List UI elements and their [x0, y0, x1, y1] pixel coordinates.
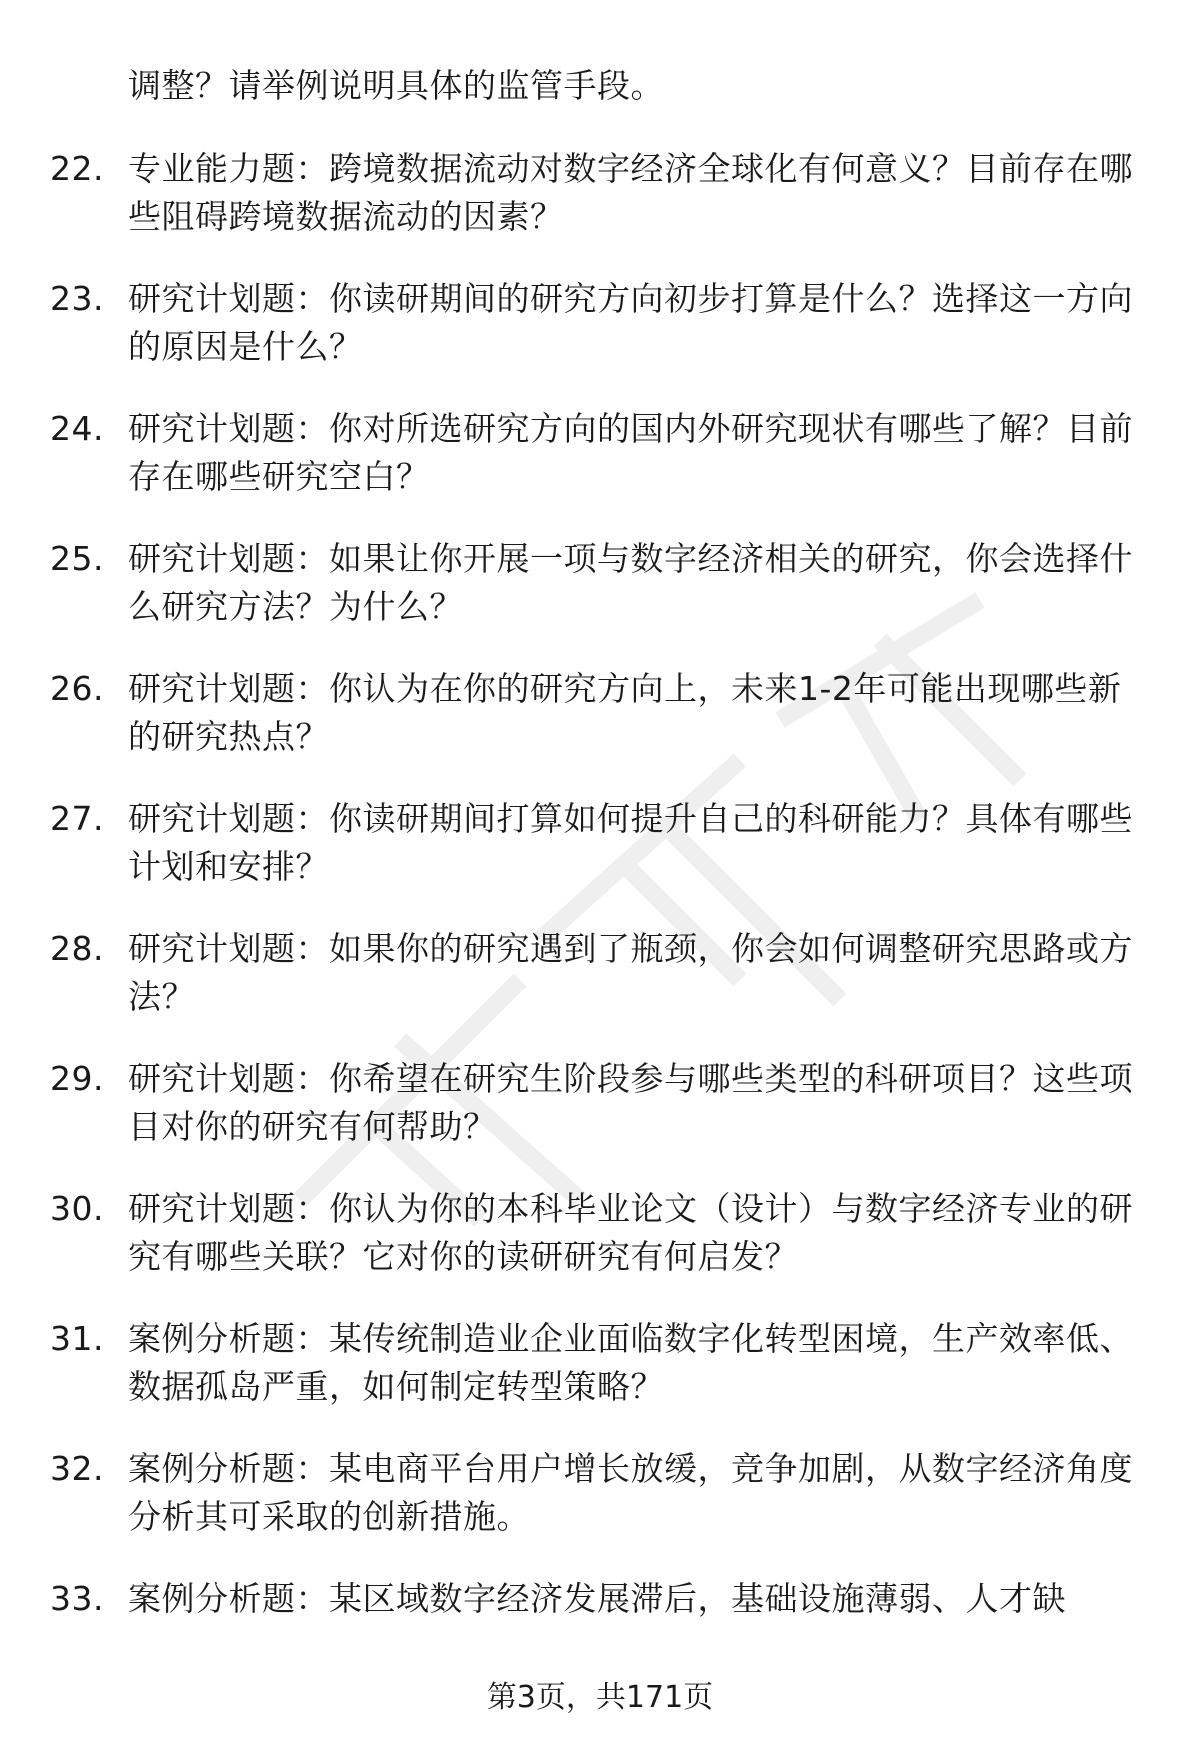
question-text: 研究计划题：你读研期间的研究方向初步打算是什么？选择这一方向的原因是什么？ [128, 279, 1133, 366]
question-list [50, 145, 1140, 1657]
question-number: 33. [50, 1579, 104, 1618]
question-number: 25. [50, 539, 104, 578]
question-number: 30. [50, 1189, 104, 1228]
question-number: 24. [50, 409, 104, 448]
question-number: 32. [50, 1449, 104, 1488]
question-number: 23. [50, 279, 104, 318]
list-item [50, 145, 1140, 241]
question-number: 31. [50, 1319, 104, 1358]
list-item [50, 1185, 1140, 1281]
page-footer: 第3页，共171页 [486, 1680, 714, 1715]
list-item [50, 1445, 1140, 1541]
question-number: 22. [50, 149, 104, 188]
question-text: 案例分析题：某区域数字经济发展滞后，基础设施薄弱、人才缺 [128, 1579, 1066, 1618]
list-item [50, 925, 1140, 1021]
question-text: 案例分析题：某电商平台用户增长放缓，竞争加剧，从数字经济角度分析其可采取的创新措施。 [128, 1449, 1133, 1536]
list-item [50, 1055, 1140, 1151]
question-number: 27. [50, 799, 104, 838]
list-item [50, 1315, 1140, 1411]
question-text: 研究计划题：你希望在研究生阶段参与哪些类型的科研项目？这些项目对你的研究有何帮助？ [128, 1059, 1133, 1146]
list-item [50, 795, 1140, 891]
continuation-text: 调整？请举例说明具体的监管手段。 [128, 66, 664, 105]
question-text: 研究计划题：如果让你开展一项与数字经济相关的研究，你会选择什么研究方法？为什么？ [128, 539, 1133, 626]
list-item [50, 405, 1140, 501]
question-text: 专业能力题：跨境数据流动对数字经济全球化有何意义？目前存在哪些阻碍跨境数据流动的因素？ [128, 149, 1133, 236]
list-item [50, 535, 1140, 631]
question-number: 29. [50, 1059, 104, 1098]
question-text: 研究计划题：你对所选研究方向的国内外研究现状有哪些了解？目前存在哪些研究空白？ [128, 409, 1133, 496]
question-text: 研究计划题：如果你的研究遇到了瓶颈，你会如何调整研究思路或方法？ [128, 929, 1133, 1016]
question-text: 研究计划题：你认为在你的研究方向上，未来1-2年可能出现哪些新的研究热点？ [128, 669, 1122, 756]
question-text: 研究计划题：你认为你的本科毕业论文（设计）与数字经济专业的研究有哪些关联？它对你的读研研究有何启发？ [128, 1189, 1133, 1276]
question-number: 26. [50, 669, 104, 708]
list-item [50, 275, 1140, 371]
question-text: 研究计划题：你读研期间打算如何提升自己的科研能力？具体有哪些计划和安排？ [128, 799, 1133, 886]
question-number: 28. [50, 929, 104, 968]
question-text: 案例分析题：某传统制造业企业面临数字化转型困境，生产效率低、数据孤岛严重，如何制定转型策略？ [128, 1319, 1133, 1406]
list-item [50, 665, 1140, 761]
list-item [50, 1575, 1140, 1623]
